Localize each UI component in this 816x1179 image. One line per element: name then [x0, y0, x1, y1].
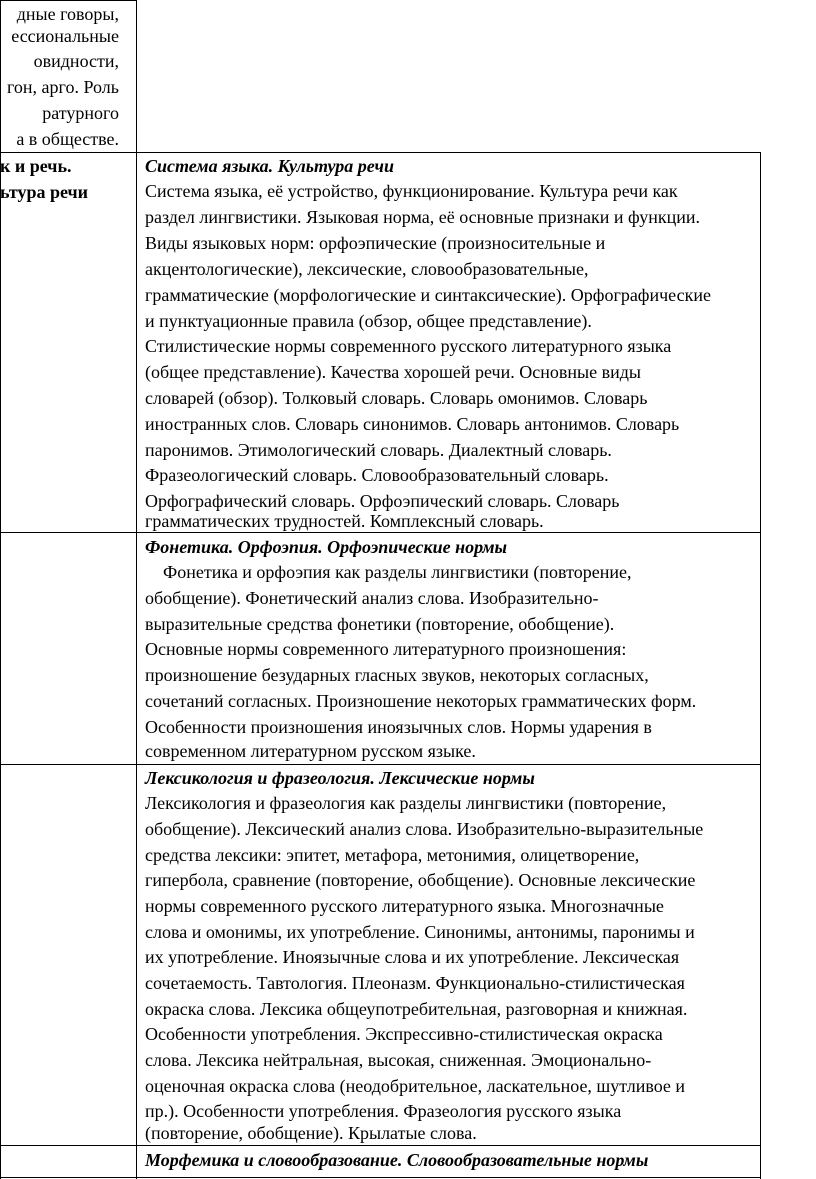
section-title: Фонетика. Орфоэпия. Орфоэпические нормы: [145, 537, 508, 557]
text-line: произношение безударных гласных звуков, некоторых согласных,: [145, 665, 649, 685]
column-divider: [136, 0, 137, 1179]
text-line: сочетаемость. Тавтология. Плеоназм. Функционально-стилистическая: [145, 973, 685, 993]
cell-text-line: ессиональные: [11, 26, 119, 46]
section-title: Система языка. Культура речи: [145, 156, 395, 176]
text-line: слова и омонимы, их употребление. Синонимы, антонимы, паронимы и: [145, 922, 695, 942]
section-title: Морфемика и словообразование. Словообразовательные нормы: [145, 1150, 649, 1170]
cell-text-line: а в обществе.: [16, 129, 119, 149]
row-divider: [0, 1177, 761, 1178]
text-line: (общее представление). Качества хорошей речи. Основные виды: [145, 362, 641, 382]
cell-text-line: ратурного: [42, 103, 119, 123]
text-line: современном литературном русском языке.: [145, 741, 476, 761]
text-line: словарей (обзор). Толковый словарь. Словарь омонимов. Словарь: [145, 388, 648, 408]
text-line: окраска слова. Лексика общеупотребительная, разговорная и книжная.: [145, 999, 688, 1019]
text-line: Стилистические нормы современного русского литературного языка: [145, 336, 672, 356]
text-line: сочетаний согласных. Произношение некоторых грамматических форм.: [145, 691, 697, 711]
text-line: Система языка, её устройство, функционирование. Культура речи как: [145, 181, 678, 201]
text-line: гипербола, сравнение (повторение, обобщение). Основные лексические: [145, 870, 696, 890]
cell-text-line: дные говоры,: [16, 4, 119, 24]
table-border-right: [760, 152, 761, 1179]
text-line: Особенности употребления. Экспрессивно-стилистическая окраска: [145, 1024, 663, 1044]
text-line: и пунктуационные правила (обзор, общее представление).: [145, 311, 592, 331]
text-line: Особенности произношения иноязычных слов. Нормы ударения в: [145, 717, 652, 737]
text-line: Фразеологический словарь. Словообразовательный словарь.: [145, 465, 609, 485]
left-cell-row0: [0, 0, 135, 152]
text-line: оценочная окраска слова (неодобрительное, ласкательное, шутливое и: [145, 1076, 686, 1096]
text-line: (повторение, обобщение). Крылатые слова.: [145, 1123, 477, 1143]
text-line: Фонетика и орфоэпия как разделы лингвистики (повторение,: [145, 562, 632, 582]
text-line: грамматических трудностей. Комплексный словарь.: [145, 511, 544, 531]
section-title: Лексикология и фразеология. Лексические нормы: [145, 768, 535, 788]
text-line: обобщение). Лексический анализ слова. Изобразительно-выразительные: [145, 819, 704, 839]
left-cell-row1: [0, 153, 135, 213]
section-heading-left: ьтура речи: [0, 182, 89, 202]
text-line: пр.). Особенности употребления. Фразеология русского языка: [145, 1101, 622, 1121]
text-line: иностранных слов. Словарь синонимов. Словарь антонимов. Словарь: [145, 414, 680, 434]
text-line: средства лексики: эпитет, метафора, метонимия, олицетворение,: [145, 845, 640, 865]
text-line: нормы современного русского литературного языка. Многозначные: [145, 896, 664, 916]
text-line: раздел лингвистики. Языковая норма, её основные признаки и функции.: [145, 207, 700, 227]
text-line: выразительные средства фонетики (повторение, обобщение).: [145, 614, 615, 634]
text-line: слова. Лексика нейтральная, высокая, сниженная. Эмоционально-: [145, 1050, 652, 1070]
section-heading-left: к и речь.: [0, 156, 72, 176]
text-line: акцентологические), лексические, словообразовательные,: [145, 259, 589, 279]
text-line: Орфографический словарь. Орфоэпический словарь. Словарь: [145, 491, 620, 511]
text-line: их употребление. Иноязычные слова и их употребление. Лексическая: [145, 947, 680, 967]
cell-text-line: овидности,: [33, 51, 119, 71]
text-line: Виды языковых норм: орфоэпические (произносительные и: [145, 233, 606, 253]
text-line: паронимов. Этимологический словарь. Диалектный словарь.: [145, 440, 612, 460]
text-line: Лексикология и фразеология как разделы лингвистики (повторение,: [145, 793, 667, 813]
text-line: Основные нормы современного литературного произношения:: [145, 639, 627, 659]
cell-text-line: гон, арго. Роль: [6, 77, 119, 97]
text-line: обобщение). Фонетический анализ слова. Изобразительно-: [145, 588, 599, 608]
text-line: грамматические (морфологические и синтаксические). Орфографические: [145, 285, 711, 305]
